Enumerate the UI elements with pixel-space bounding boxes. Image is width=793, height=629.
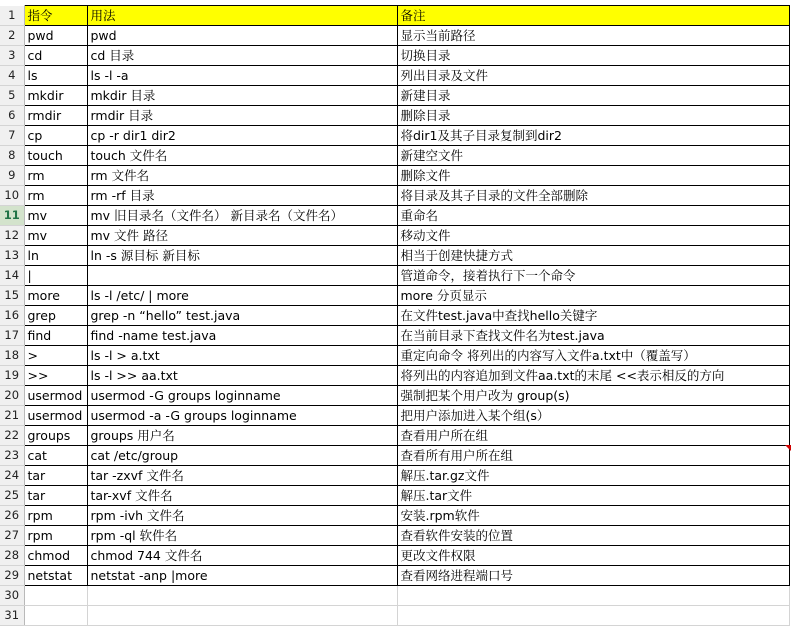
cell-usage[interactable]: cp -r dir1 dir2	[87, 126, 397, 146]
cell-note[interactable]: 强制把某个用户改为 group(s)	[397, 386, 789, 406]
row-number[interactable]: 2	[0, 26, 24, 46]
cell-note[interactable]: 将目录及其子目录的文件全部删除	[397, 186, 789, 206]
row-number[interactable]: 13	[0, 246, 24, 266]
cell-usage[interactable]	[87, 606, 397, 626]
table-row	[0, 86, 789, 106]
row-number[interactable]: 22	[0, 426, 24, 446]
cell-command[interactable]: mv	[24, 226, 87, 246]
row-number[interactable]: 3	[0, 46, 24, 66]
cell-note[interactable]: 查看所有用户所在组	[397, 446, 789, 466]
cell-command[interactable]: rpm	[24, 506, 87, 526]
cell-note[interactable]: 在文件test.java中查找hello关键字	[397, 306, 789, 326]
sheet-body	[0, 6, 789, 626]
cell-usage[interactable]: find -name test.java	[87, 326, 397, 346]
table-row	[0, 386, 789, 406]
cell-note[interactable]	[397, 606, 789, 626]
table-row	[0, 286, 789, 306]
cell-usage[interactable]: rm 文件名	[87, 166, 397, 186]
cell-command[interactable]: find	[24, 326, 87, 346]
cell-command[interactable]: ln	[24, 246, 87, 266]
row-number[interactable]: 9	[0, 166, 24, 186]
row-number[interactable]: 27	[0, 526, 24, 546]
cell-usage[interactable]: cd 目录	[87, 46, 397, 66]
cell-usage[interactable]: ls -l > a.txt	[87, 346, 397, 366]
header-row	[0, 6, 789, 26]
cell-note-header[interactable]: 备注	[397, 6, 789, 26]
table-row	[0, 106, 789, 126]
row-number[interactable]: 5	[0, 86, 24, 106]
row-number[interactable]: 29	[0, 566, 24, 586]
cell-command[interactable]: tar	[24, 466, 87, 486]
cell-command[interactable]: >	[24, 346, 87, 366]
table-row	[0, 366, 789, 386]
cell-note[interactable]: 解压.tar文件	[397, 486, 789, 506]
cell-note[interactable]: 相当于创建快捷方式	[397, 246, 789, 266]
cell-command[interactable]: mkdir	[24, 86, 87, 106]
cell-note[interactable]: 将dir1及其子目录复制到dir2	[397, 126, 789, 146]
table-row	[0, 206, 789, 226]
cell-usage[interactable]: pwd	[87, 26, 397, 46]
row-number[interactable]: 7	[0, 126, 24, 146]
table-row	[0, 566, 789, 586]
cell-command[interactable]: cd	[24, 46, 87, 66]
table-row	[0, 506, 789, 526]
cell-usage[interactable]: touch 文件名	[87, 146, 397, 166]
row-number[interactable]: 4	[0, 66, 24, 86]
table-row	[0, 246, 789, 266]
table-row	[0, 346, 789, 366]
row-number[interactable]: 6	[0, 106, 24, 126]
cell-usage[interactable]: mv 文件 路径	[87, 226, 397, 246]
cell-note[interactable]: 切换目录	[397, 46, 789, 66]
cell-usage-header[interactable]: 用法	[87, 6, 397, 26]
row-number[interactable]: 10	[0, 186, 24, 206]
cell-note[interactable]: 查看软件安装的位置	[397, 526, 789, 546]
cell-command[interactable]: rm	[24, 166, 87, 186]
table-row	[0, 66, 789, 86]
cell-note[interactable]: 删除文件	[397, 166, 789, 186]
row-number[interactable]: 31	[0, 606, 24, 626]
row-number[interactable]: 15	[0, 286, 24, 306]
row-number[interactable]: 1	[0, 6, 24, 26]
cell-usage[interactable]: rpm -ivh 文件名	[87, 506, 397, 526]
cell-note[interactable]: 查看用户所在组	[397, 426, 789, 446]
cell-note[interactable]: 安装.rpm软件	[397, 506, 789, 526]
cell-command[interactable]: mv	[24, 206, 87, 226]
cell-command[interactable]: rm	[24, 186, 87, 206]
row-number[interactable]: 23	[0, 446, 24, 466]
table-row	[0, 46, 789, 66]
table-row	[0, 226, 789, 246]
cell-command[interactable]: more	[24, 286, 87, 306]
cell-usage[interactable]: ls -l -a	[87, 66, 397, 86]
row-number[interactable]: 17	[0, 326, 24, 346]
cell-note[interactable]: 将列出的内容追加到文件aa.txt的末尾 <<表示相反的方向	[397, 366, 789, 386]
cell-usage[interactable]: grep -n “hello” test.java	[87, 306, 397, 326]
cell-command[interactable]: ls	[24, 66, 87, 86]
table-row	[0, 26, 789, 46]
cell-note[interactable]: 查看网络进程端口号	[397, 566, 789, 586]
cell-command[interactable]: touch	[24, 146, 87, 166]
cell-usage[interactable]: cat /etc/group	[87, 446, 397, 466]
row-number[interactable]: 11	[0, 206, 24, 226]
table-row	[0, 426, 789, 446]
cell-usage[interactable]: chmod 744 文件名	[87, 546, 397, 566]
table-row	[0, 126, 789, 146]
table-row	[0, 266, 789, 286]
row-number[interactable]: 24	[0, 466, 24, 486]
cell-command[interactable]: rmdir	[24, 106, 87, 126]
row-number[interactable]: 16	[0, 306, 24, 326]
cell-command[interactable]: groups	[24, 426, 87, 446]
cell-command[interactable]	[24, 606, 87, 626]
cell-command[interactable]: netstat	[24, 566, 87, 586]
cell-usage[interactable]: netstat -anp |more	[87, 566, 397, 586]
table-row	[0, 546, 789, 566]
cell-note[interactable]: 把用户添加进入某个组(s）	[397, 406, 789, 426]
cell-note[interactable]: 更改文件权限	[397, 546, 789, 566]
table-row	[0, 446, 789, 466]
row-number[interactable]: 14	[0, 266, 24, 286]
cell-usage[interactable]: rpm -ql 软件名	[87, 526, 397, 546]
cell-usage[interactable]: rm -rf 目录	[87, 186, 397, 206]
cell-usage[interactable]: mv 旧目录名（文件名） 新目录名（文件名）	[87, 206, 397, 226]
cell-command[interactable]: cp	[24, 126, 87, 146]
row-number[interactable]: 28	[0, 546, 24, 566]
cell-note[interactable]	[397, 586, 789, 606]
cell-command[interactable]: cat	[24, 446, 87, 466]
cell-note[interactable]: 删除目录	[397, 106, 789, 126]
cell-note[interactable]: 在当前目录下查找文件名为test.java	[397, 326, 789, 346]
cell-command[interactable]: |	[24, 266, 87, 286]
row-number[interactable]: 18	[0, 346, 24, 366]
row-number[interactable]: 19	[0, 366, 24, 386]
table-row	[0, 326, 789, 346]
table-row	[0, 166, 789, 186]
cell-note[interactable]: 解压.tar.gz文件	[397, 466, 789, 486]
cell-command[interactable]	[24, 586, 87, 606]
cell-command[interactable]: usermod	[24, 406, 87, 426]
cell-usage[interactable]: rmdir 目录	[87, 106, 397, 126]
cell-note[interactable]: 新建空文件	[397, 146, 789, 166]
cell-command[interactable]: tar	[24, 486, 87, 506]
table-row	[0, 406, 789, 426]
cell-note[interactable]: 列出目录及文件	[397, 66, 789, 86]
table-row	[0, 606, 789, 626]
cell-command[interactable]: chmod	[24, 546, 87, 566]
cell-note[interactable]: 重定向命令 将列出的内容写入文件a.txt中（覆盖写）	[397, 346, 789, 366]
cell-usage[interactable]: mkdir 目录	[87, 86, 397, 106]
cell-usage[interactable]: ln -s 源目标 新目标	[87, 246, 397, 266]
cell-note[interactable]: more 分页显示	[397, 286, 789, 306]
cell-note[interactable]: 重命名	[397, 206, 789, 226]
cell-command[interactable]: rpm	[24, 526, 87, 546]
row-number[interactable]: 25	[0, 486, 24, 506]
cell-usage[interactable]: ls -l /etc/ | more	[87, 286, 397, 306]
table-row	[0, 466, 789, 486]
cell-command[interactable]: >>	[24, 366, 87, 386]
row-number[interactable]: 30	[0, 586, 24, 606]
cell-command[interactable]: usermod	[24, 386, 87, 406]
row-number[interactable]: 26	[0, 506, 24, 526]
row-number[interactable]: 8	[0, 146, 24, 166]
cell-usage[interactable]: usermod -G groups loginname	[87, 386, 397, 406]
table-row	[0, 306, 789, 326]
cell-usage[interactable]	[87, 586, 397, 606]
row-number[interactable]: 21	[0, 406, 24, 426]
table-row	[0, 186, 789, 206]
table-row	[0, 486, 789, 506]
cell-command[interactable]: grep	[24, 306, 87, 326]
spreadsheet-grid	[0, 5, 790, 626]
table-row	[0, 586, 789, 606]
cell-usage[interactable]: tar -zxvf 文件名	[87, 466, 397, 486]
cell-note[interactable]: 新建目录	[397, 86, 789, 106]
cell-command-header[interactable]: 指令	[24, 6, 87, 26]
cell-usage[interactable]: tar-xvf 文件名	[87, 486, 397, 506]
row-number[interactable]: 20	[0, 386, 24, 406]
row-number[interactable]: 12	[0, 226, 24, 246]
cell-usage[interactable]: ls -l >> aa.txt	[87, 366, 397, 386]
cell-usage[interactable]	[87, 266, 397, 286]
cell-usage[interactable]: groups 用户名	[87, 426, 397, 446]
cell-note[interactable]: 管道命令，接着执行下一个命令	[397, 266, 789, 286]
table-row	[0, 526, 789, 546]
cell-command[interactable]: pwd	[24, 26, 87, 46]
cell-usage[interactable]: usermod -a -G groups loginname	[87, 406, 397, 426]
comment-indicator-icon[interactable]	[785, 445, 791, 451]
table-row	[0, 146, 789, 166]
cell-note[interactable]: 显示当前路径	[397, 26, 789, 46]
cell-note[interactable]: 移动文件	[397, 226, 789, 246]
